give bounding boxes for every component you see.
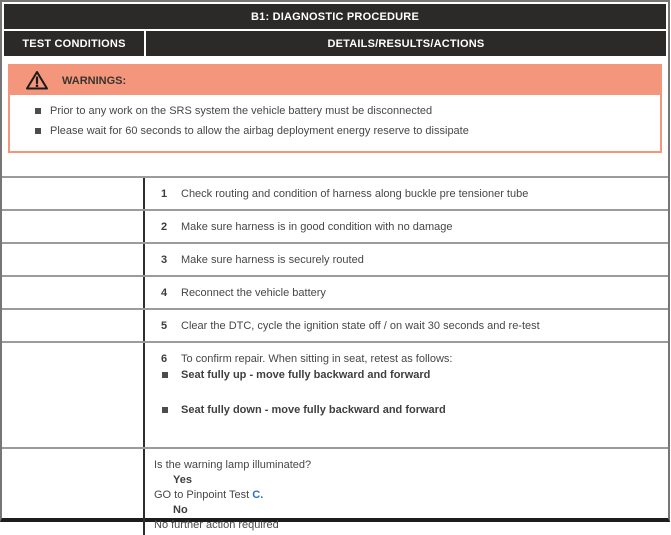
step-cell	[145, 310, 668, 341]
warnings-label: WARNINGS:	[62, 74, 127, 87]
spacer	[2, 153, 668, 176]
test-conditions-label: TEST CONDITIONS	[22, 37, 126, 50]
no-action-text: No further action required	[154, 519, 279, 531]
step-number: 1	[161, 187, 168, 200]
retest-bullet-text: Seat fully down - move fully backward and forward	[181, 404, 446, 416]
step-number: 4	[161, 286, 168, 299]
warning-item	[10, 122, 660, 142]
warning-triangle-icon	[25, 70, 49, 91]
procedure-table	[2, 176, 668, 535]
step-cell	[145, 178, 668, 209]
square-bullet-icon	[35, 108, 41, 114]
result-question: Is the warning lamp illuminated?	[154, 459, 312, 471]
warning-item	[10, 102, 660, 122]
warnings-box	[8, 64, 662, 153]
step-text: Reconnect the vehicle battery	[181, 286, 326, 299]
test-conditions-cell	[2, 277, 145, 308]
step-cell	[145, 277, 668, 308]
step-text: To confirm repair. When sitting in seat, retest as follows:	[181, 353, 453, 365]
table-row	[2, 343, 668, 449]
table-row	[2, 178, 668, 211]
yes-action-line	[154, 488, 668, 503]
answer-yes-label: Yes	[173, 474, 192, 486]
test-conditions-cell	[2, 343, 145, 447]
step-text: Make sure harness is in good condition with no damage	[181, 220, 453, 233]
warning-item-text: Prior to any work on the SRS system the vehicle battery must be disconnected	[50, 105, 433, 117]
yes-action-text: GO to Pinpoint Test	[154, 489, 253, 501]
details-results-actions-header	[146, 31, 666, 56]
step-number: 6	[161, 353, 168, 365]
test-conditions-cell	[2, 211, 145, 242]
warnings-header	[10, 66, 660, 95]
table-row	[2, 244, 668, 277]
step-text: Make sure harness is securely routed	[181, 253, 364, 266]
step-number: 5	[161, 319, 168, 332]
warning-item-text: Please wait for 60 seconds to allow the airbag deployment energy reserve to dissipate	[50, 125, 469, 137]
retest-bullet	[145, 369, 668, 382]
answer-no-label: No	[173, 504, 188, 516]
step-number: 2	[161, 220, 168, 233]
procedure-title: B1: DIAGNOSTIC PROCEDURE	[251, 10, 419, 23]
step-cell	[145, 343, 668, 447]
warnings-body	[10, 95, 660, 151]
test-conditions-header	[4, 31, 144, 56]
procedure-title-bar	[4, 4, 666, 29]
square-bullet-icon	[162, 372, 168, 378]
column-header-row	[4, 31, 666, 56]
step-text: Clear the DTC, cycle the ignition state off / on wait 30 seconds and re-test	[181, 319, 540, 332]
square-bullet-icon	[35, 128, 41, 134]
table-row	[2, 449, 668, 535]
test-conditions-cell	[2, 310, 145, 341]
result-cell	[145, 449, 668, 535]
square-bullet-icon	[162, 407, 168, 413]
pinpoint-test-c-link[interactable]: C.	[252, 489, 264, 501]
table-row	[2, 310, 668, 343]
step-cell	[145, 244, 668, 275]
table-row	[2, 211, 668, 244]
test-conditions-cell	[2, 449, 145, 535]
step-number: 3	[161, 253, 168, 266]
retest-bullet-text: Seat fully up - move fully backward and forward	[181, 369, 431, 381]
test-conditions-cell	[2, 178, 145, 209]
step-cell	[145, 211, 668, 242]
details-results-actions-label: DETAILS/RESULTS/ACTIONS	[327, 37, 485, 50]
table-row	[2, 277, 668, 310]
test-conditions-cell	[2, 244, 145, 275]
retest-bullet	[145, 404, 668, 417]
step-text: Check routing and condition of harness along buckle pre tensioner tube	[181, 187, 529, 200]
